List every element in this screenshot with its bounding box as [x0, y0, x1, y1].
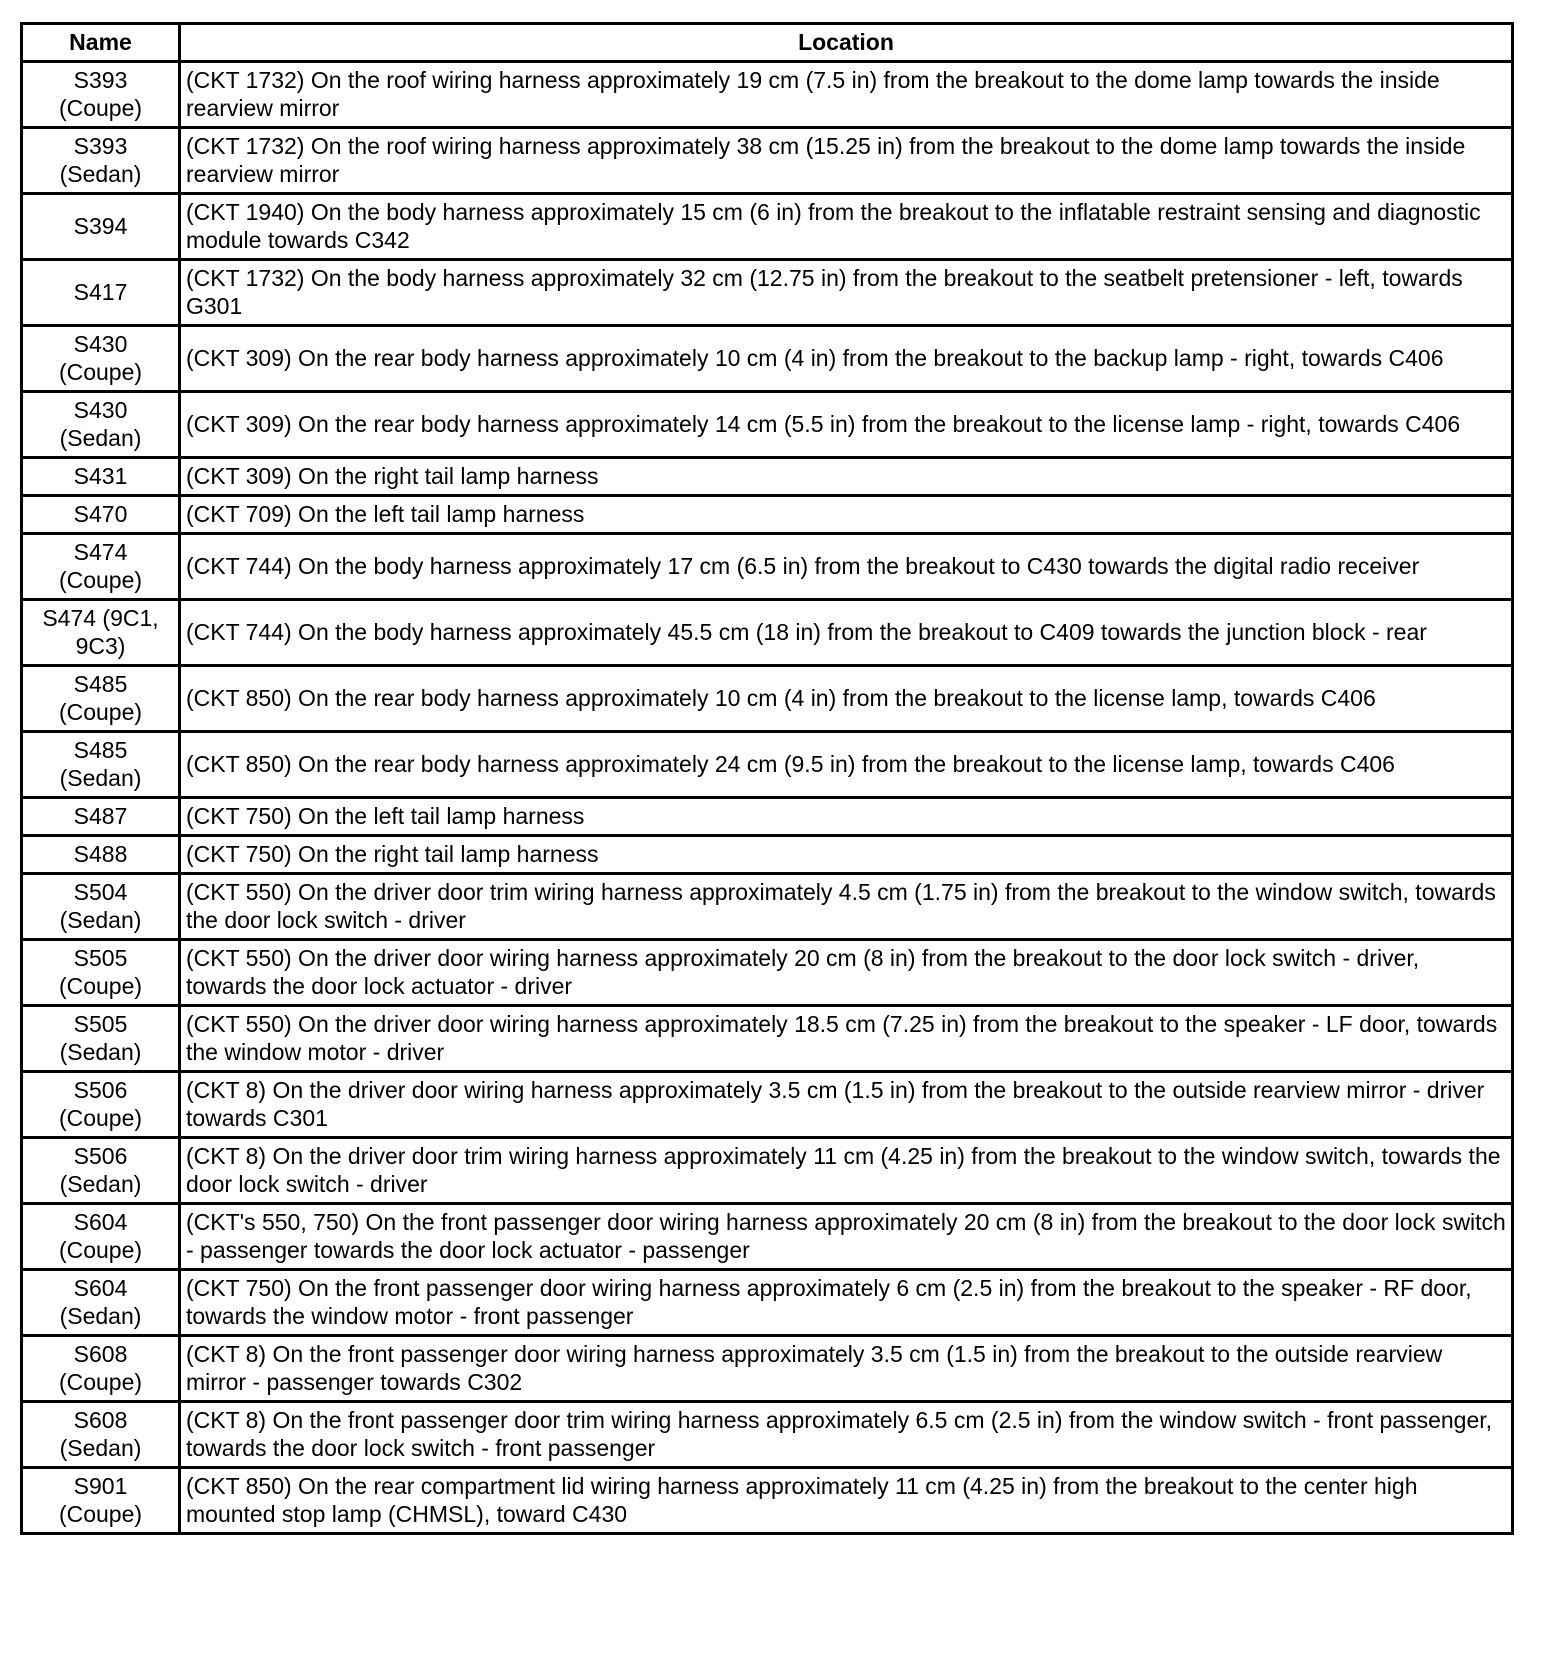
splice-name-cell	[22, 874, 180, 940]
splice-name-line: S430	[73, 397, 128, 423]
splice-name-line: (Sedan)	[59, 161, 142, 187]
splice-location-cell: (CKT 550) On the driver door wiring harness approximately 20 cm (8 in) from the breakout to the door lock switch - driver, towards the door lock actuator - driver	[180, 940, 1513, 1006]
column-header-name: Name	[22, 24, 180, 62]
table-row	[22, 260, 1513, 326]
table-row	[22, 874, 1513, 940]
splice-name-line: S505	[73, 1011, 128, 1037]
splice-location-cell: (CKT 550) On the driver door wiring harness approximately 18.5 cm (7.25 in) from the breakout to the speaker - LF door, towards the window motor - driver	[180, 1006, 1513, 1072]
table-header-row	[22, 24, 1513, 62]
splice-name-line: S394	[73, 213, 128, 239]
table-body	[22, 62, 1513, 1534]
splice-name-line: S604	[73, 1209, 128, 1235]
splice-location-cell: (CKT 1940) On the body harness approximately 15 cm (6 in) from the breakout to the inflatable restraint sensing and diagnostic module towards C342	[180, 194, 1513, 260]
table-row	[22, 194, 1513, 260]
splice-location-cell: (CKT 550) On the driver door trim wiring harness approximately 4.5 cm (1.75 in) from the breakout to the window switch, towards the door lock switch - driver	[180, 874, 1513, 940]
table-row	[22, 836, 1513, 874]
splice-name-cell	[22, 534, 180, 600]
splice-name-cell	[22, 1138, 180, 1204]
table-row	[22, 62, 1513, 128]
splice-location-cell: (CKT 1732) On the roof wiring harness approximately 38 cm (15.25 in) from the breakout to the dome lamp towards the inside rearview mirror	[180, 128, 1513, 194]
table-row	[22, 326, 1513, 392]
splice-name-line: (Sedan)	[59, 1303, 142, 1329]
splice-location-document	[20, 22, 1514, 1535]
splice-name-line: S506	[73, 1143, 128, 1169]
splice-name-cell	[22, 1336, 180, 1402]
table-row	[22, 1336, 1513, 1402]
table-row	[22, 392, 1513, 458]
splice-name-line: S393	[73, 133, 128, 159]
splice-name-line: (Coupe)	[58, 973, 143, 999]
splice-location-cell: (CKT 850) On the rear body harness approximately 24 cm (9.5 in) from the breakout to the license lamp, towards C406	[180, 732, 1513, 798]
splice-name-cell	[22, 666, 180, 732]
column-header-location: Location	[180, 24, 1513, 62]
splice-name-cell	[22, 732, 180, 798]
splice-location-cell: (CKT 744) On the body harness approximately 45.5 cm (18 in) from the breakout to C409 towards the junction block - rear	[180, 600, 1513, 666]
table-row	[22, 458, 1513, 496]
splice-name-cell	[22, 496, 180, 534]
splice-name-cell	[22, 128, 180, 194]
splice-name-line: S488	[73, 841, 128, 867]
splice-location-cell: (CKT 309) On the rear body harness approximately 14 cm (5.5 in) from the breakout to the license lamp - right, towards C406	[180, 392, 1513, 458]
splice-name-line: S604	[73, 1275, 128, 1301]
splice-name-line: (Coupe)	[58, 699, 143, 725]
splice-location-cell: (CKT 1732) On the roof wiring harness approximately 19 cm (7.5 in) from the breakout to the dome lamp towards the inside rearview mirror	[180, 62, 1513, 128]
splice-location-cell: (CKT 744) On the body harness approximately 17 cm (6.5 in) from the breakout to C430 towards the digital radio receiver	[180, 534, 1513, 600]
splice-location-cell: (CKT 750) On the left tail lamp harness	[180, 798, 1513, 836]
table-row	[22, 496, 1513, 534]
table-row	[22, 600, 1513, 666]
splice-location-cell: (CKT 8) On the front passenger door trim wiring harness approximately 6.5 cm (2.5 in) from the window switch - front passenger, towards the door lock switch - front passenger	[180, 1402, 1513, 1468]
splice-name-line: S505	[73, 945, 128, 971]
table-row	[22, 1402, 1513, 1468]
splice-name-line: S431	[73, 463, 128, 489]
table-row	[22, 798, 1513, 836]
splice-location-cell: (CKT 309) On the rear body harness approximately 10 cm (4 in) from the breakout to the backup lamp - right, towards C406	[180, 326, 1513, 392]
splice-name-line: S506	[73, 1077, 128, 1103]
splice-name-cell	[22, 326, 180, 392]
table-row	[22, 940, 1513, 1006]
splice-name-cell	[22, 836, 180, 874]
splice-name-cell	[22, 940, 180, 1006]
splice-name-line: (Sedan)	[59, 765, 142, 791]
splice-location-cell: (CKT 750) On the right tail lamp harness	[180, 836, 1513, 874]
splice-name-line: (Sedan)	[59, 1039, 142, 1065]
splice-name-cell	[22, 62, 180, 128]
splice-name-cell	[22, 458, 180, 496]
splice-name-line: S901	[73, 1473, 128, 1499]
table-row	[22, 1204, 1513, 1270]
splice-name-cell	[22, 1006, 180, 1072]
splice-name-line: S393	[73, 67, 128, 93]
splice-location-cell: (CKT 850) On the rear compartment lid wiring harness approximately 11 cm (4.25 in) from the breakout to the center high mounted stop lamp (CHMSL), toward C430	[180, 1468, 1513, 1534]
splice-name-cell	[22, 194, 180, 260]
splice-name-line: S474	[73, 539, 128, 565]
splice-name-line: (Sedan)	[59, 1435, 142, 1461]
splice-location-cell: (CKT 8) On the front passenger door wiring harness approximately 3.5 cm (1.5 in) from the breakout to the outside rearview mirror - passenger towards C302	[180, 1336, 1513, 1402]
splice-name-line: (Coupe)	[58, 1105, 143, 1131]
table-row	[22, 732, 1513, 798]
splice-name-cell	[22, 260, 180, 326]
splice-name-line: S608	[73, 1341, 128, 1367]
splice-name-line: (Coupe)	[58, 359, 143, 385]
table-row	[22, 534, 1513, 600]
splice-location-cell: (CKT 750) On the front passenger door wiring harness approximately 6 cm (2.5 in) from the breakout to the speaker - RF door, towards the window motor - front passenger	[180, 1270, 1513, 1336]
table-row	[22, 1138, 1513, 1204]
splice-name-cell	[22, 392, 180, 458]
splice-name-line: S608	[73, 1407, 128, 1433]
splice-name-line: S470	[73, 501, 128, 527]
splice-location-cell: (CKT 709) On the left tail lamp harness	[180, 496, 1513, 534]
splice-name-line: (Coupe)	[58, 1369, 143, 1395]
table-row	[22, 666, 1513, 732]
splice-name-line: S504	[73, 879, 128, 905]
splice-name-line: (Sedan)	[59, 1171, 142, 1197]
splice-name-line: S430	[73, 331, 128, 357]
table-row	[22, 1006, 1513, 1072]
splice-name-line: S485	[73, 671, 128, 697]
splice-name-line: S474 (9C1,	[42, 605, 159, 631]
splice-location-cell: (CKT 309) On the right tail lamp harness	[180, 458, 1513, 496]
splice-location-table	[20, 22, 1514, 1535]
splice-name-cell	[22, 1204, 180, 1270]
table-row	[22, 128, 1513, 194]
splice-name-line: S417	[73, 279, 128, 305]
splice-name-line: (Coupe)	[58, 1237, 143, 1263]
splice-name-line: (Sedan)	[59, 907, 142, 933]
splice-location-cell: (CKT 8) On the driver door trim wiring harness approximately 11 cm (4.25 in) from the breakout to the window switch, towards the door lock switch - driver	[180, 1138, 1513, 1204]
splice-name-line: (Coupe)	[58, 95, 143, 121]
splice-name-cell	[22, 600, 180, 666]
splice-name-line: S485	[73, 737, 128, 763]
splice-location-cell: (CKT's 550, 750) On the front passenger door wiring harness approximately 20 cm (8 in) from the breakout to the door lock switch - passenger towards the door lock actuator - passenger	[180, 1204, 1513, 1270]
table-row	[22, 1270, 1513, 1336]
splice-name-cell	[22, 798, 180, 836]
splice-name-line: 9C3)	[75, 633, 126, 659]
splice-name-line: S487	[73, 803, 128, 829]
splice-name-line: (Coupe)	[58, 567, 143, 593]
splice-name-cell	[22, 1468, 180, 1534]
splice-name-cell	[22, 1402, 180, 1468]
splice-name-line: (Coupe)	[58, 1501, 143, 1527]
splice-location-cell: (CKT 850) On the rear body harness approximately 10 cm (4 in) from the breakout to the license lamp, towards C406	[180, 666, 1513, 732]
table-row	[22, 1468, 1513, 1534]
splice-name-cell	[22, 1072, 180, 1138]
splice-location-cell: (CKT 1732) On the body harness approximately 32 cm (12.75 in) from the breakout to the seatbelt pretensioner - left, towards G301	[180, 260, 1513, 326]
table-row	[22, 1072, 1513, 1138]
splice-name-cell	[22, 1270, 180, 1336]
splice-name-line: (Sedan)	[59, 425, 142, 451]
splice-location-cell: (CKT 8) On the driver door wiring harness approximately 3.5 cm (1.5 in) from the breakout to the outside rearview mirror - driver towards C301	[180, 1072, 1513, 1138]
